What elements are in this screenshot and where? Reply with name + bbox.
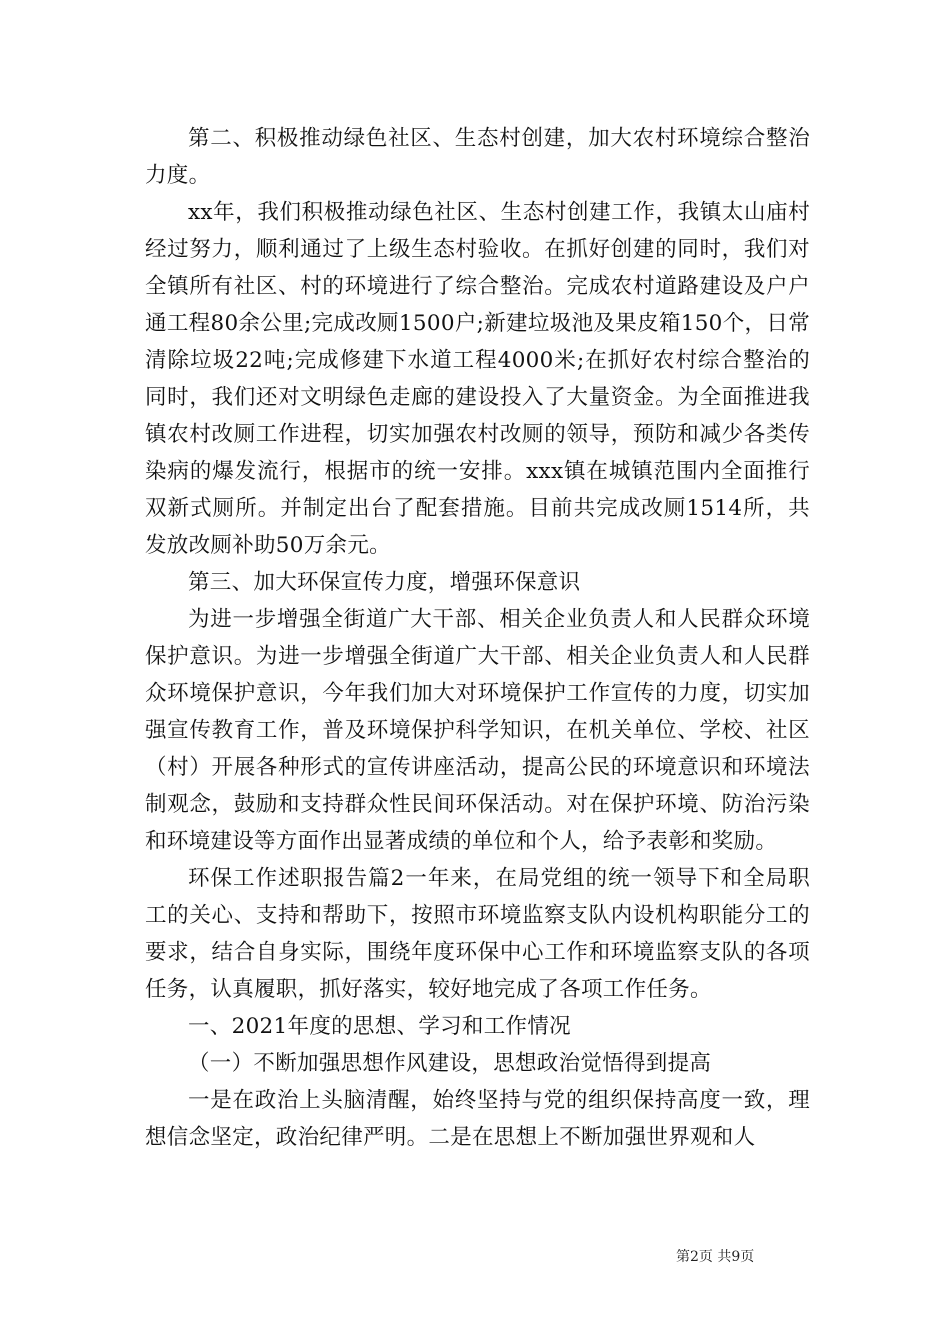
paragraph-heading-subsection-one: （一）不断加强思想作风建设，思想政治觉悟得到提高 (188, 1051, 712, 1076)
page-number: 第2页 共9页 (676, 1249, 755, 1265)
paragraph-heading-third: 第三、加大环保宣传力度，增强环保意识 (188, 570, 581, 595)
paragraph-green-community: xx年，我们积极推动绿色社区、生态村创建工作，我镇太山庙村经过努力，顺利通过了上级生态村验收。在抓好创建的同时，我们对全镇所有社区、村的环境进行了综合整治。完成农村道路建设及户户通工程80余公里;完成改厕1500户;新建垃圾池及果皮箱150个，日常清除垃圾22吨;完成修建下水道工程4000米;在抓好农村综合整治的同时，我们还对文明绿色走廊的建设投入了大量资金。为全面推进我镇农村改厕工作进程，切实加强农村改厕的领导，预防和减少各类传染病的爆发流行，根据市的统一安排。xxx镇在城镇范围内全面推行双新式厕所。并制定出台了配套措施。目前共完成改厕1514所，共发放改厕补助50万余元。 (145, 200, 810, 558)
paragraph-heading-second: 第二、积极推动绿色社区、生态村创建，加大农村环境综合整治力度。 (145, 126, 810, 188)
paragraph-heading-section-one: 一、2021年度的思想、学习和工作情况 (188, 1014, 571, 1039)
paragraph-report-part2: 环保工作述职报告篇2一年来，在局党组的统一领导下和全局职工的关心、支持和帮助下，按照市环境监察支队内设机构职能分工的要求，结合自身实际，围绕年度环保中心工作和环境监察支队的各项任务，认真履职，抓好落实，较好地完成了各项工作任务。 (145, 866, 810, 1002)
paragraph-political: 一是在政治上头脑清醒，始终坚持与党的组织保持高度一致，理想信念坚定，政治纪律严明。二是在思想上不断加强世界观和人 (145, 1088, 810, 1150)
document-body (145, 120, 810, 1156)
paragraph-publicity: 为进一步增强全街道广大干部、相关企业负责人和人民群众环境保护意识。为进一步增强全街道广大干部、相关企业负责人和人民群众环境保护意识，今年我们加大对环境保护工作宣传的力度，切实加强宣传教育工作，普及环境保护科学知识，在机关单位、学校、社区（村）开展各种形式的宣传讲座活动，提高公民的环境意识和环境法制观念，鼓励和支持群众性民间环保活动。对在保护环境、防治污染和环境建设等方面作出显著成绩的单位和个人，给予表彰和奖励。 (145, 607, 810, 854)
